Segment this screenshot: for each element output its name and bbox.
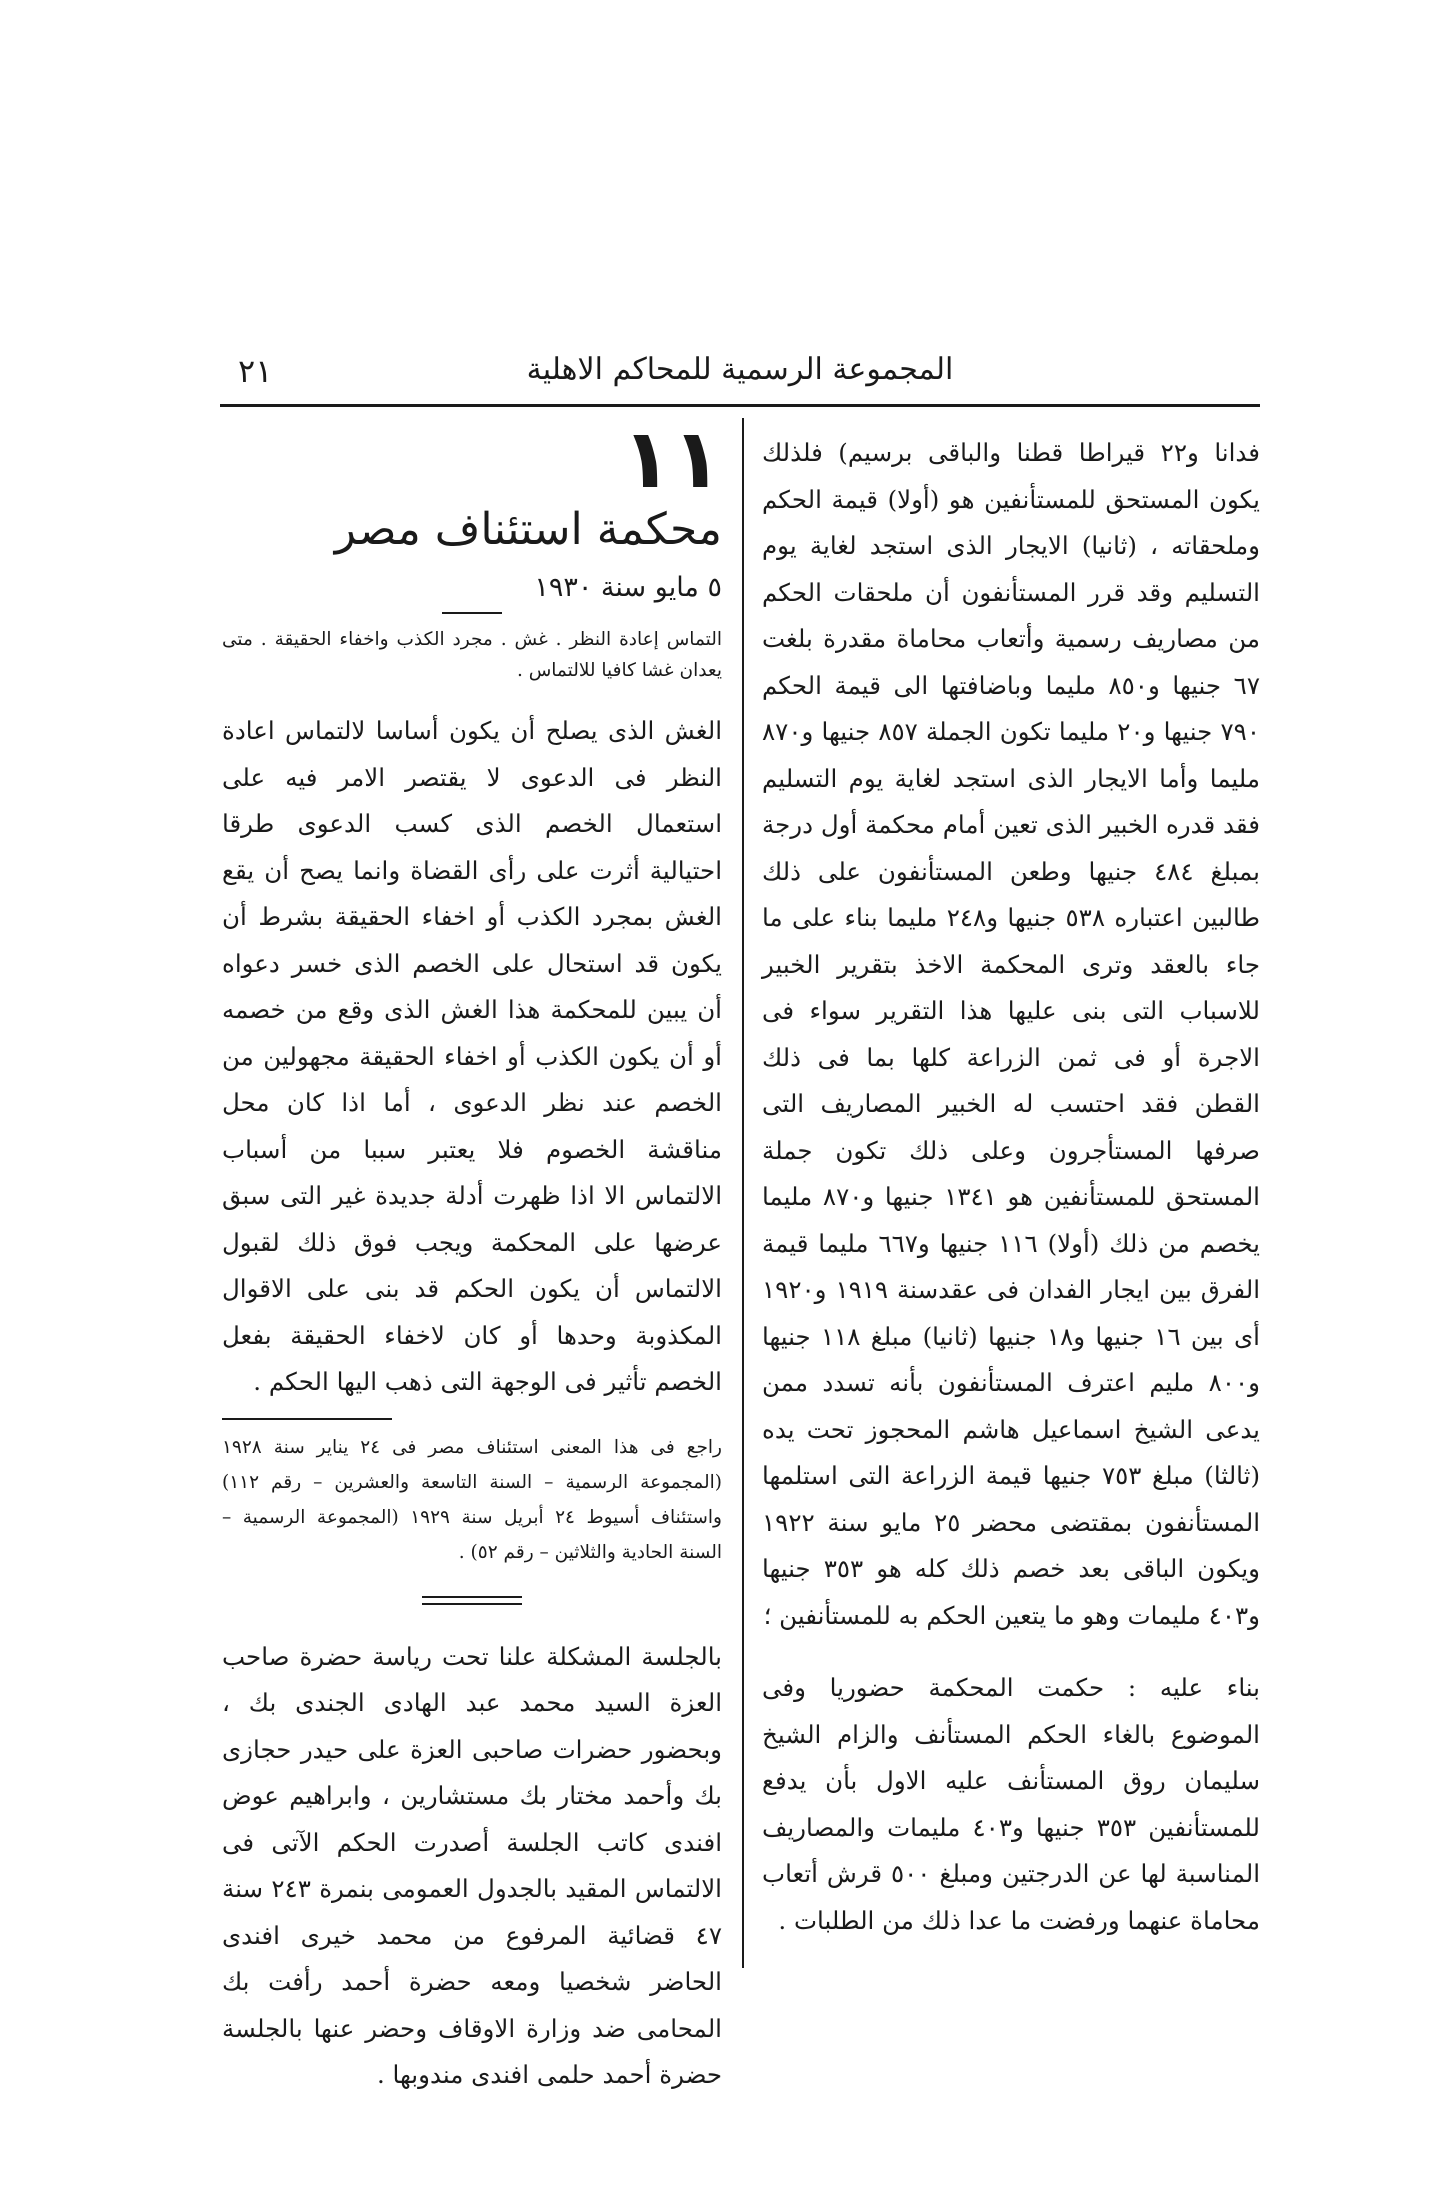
case-date: ٥ مايو سنة ١٩٣٠ — [534, 572, 722, 603]
court-name: محكمة استئناف مصر — [334, 504, 722, 555]
ruling-paragraph: بناء عليه : حكمت المحكمة حضوريا وفى الموضوع بالغاء الحكم المستأنف والزام الشيخ سليمان روق المستأنف عليه الاول بأن يدفع للمستأنفين ٣٥٣ جنيها و٤٠٣ مليمات والمصاريف المناسبة لها عن الدرجتين ومبلغ ٥٠٠ قرش أتعاب محاماة عنهما ورفضت ما عدا ذلك من الطلبات . — [762, 1673, 1261, 1935]
column-divider — [742, 418, 744, 1968]
footnote-rule — [222, 1418, 392, 1420]
right-column — [762, 430, 1260, 1944]
date-rule — [442, 612, 502, 614]
journal-title: المجموعة الرسمية للمحاكم الاهلية — [526, 352, 954, 387]
page-header — [220, 350, 1260, 400]
case-number: ١١ — [621, 412, 722, 507]
header-rule — [220, 404, 1260, 407]
legal-principle-paragraph: الغش الذى يصلح أن يكون أساسا لالتماس اعادة النظر فى الدعوى لا يقتصر الامر فيه على استعمال الخصم الذى كسب الدعوى طرقا احتيالية أثرت على رأى القضاة وانما يصح أن يقع الغش بمجرد الكذب أو اخفاء الحقيقة بشرط أن يكون قد استحال على الخصم الذى خسر دعواه أن يبين للمحكمة هذا الغش الذى وقع من خصمه أو أن يكون الكذب أو اخفاء الحقيقة مجهولين من الخصم عند نظر الدعوى ، أما اذا كان محل مناقشة الخصوم فلا يعتبر سببا من أسباب الالتماس الا اذا ظهرت أدلة جديدة غير التى سبق عرضها على المحكمة ويجب فوق ذلك لقبول الالتماس أن يكون الحكم قد بنى على الاقوال المكذوبة وحدها أو كان لاخفاء الحقيقة بفعل الخصم تأثير فى الوجهة التى ذهب اليها الحكم . — [222, 716, 722, 1396]
footnote: راجع فى هذا المعنى استئناف مصر فى ٢٤ يناير سنة ١٩٢٨ (المجموعة الرسمية – السنة التاسعة والعشرين – رقم ١١٢) واستئناف أسيوط ٢٤ أبريل سنة ١٩٢٩ (المجموعة الرسمية – السنة الحادية والثلاثين – رقم ٥٢) . — [222, 1436, 722, 1563]
section-double-rule — [422, 1596, 522, 1610]
session-paragraph: بالجلسة المشكلة علنا تحت رياسة حضرة صاحب العزة السيد محمد عبد الهادى الجندى بك ، وبحضور حضرات صاحبى العزة على حيدر حجازى بك وأحمد مختار بك مستشارين ، وابراهيم عوض افندى كاتب الجلسة أصدرت الحكم الآتى فى الالتماس المقيد بالجدول العمومى بنمرة ٢٤٣ سنة ٤٧ قضائية المرفوع من محمد خيرى افندى الحاضر شخصيا ومعه حضرة أحمد رأفت بك المحامى ضد وزارة الاوقاف وحضر عنها بالجلسة حضرة أحمد حلمى افندى مندوبها . — [222, 1641, 722, 2089]
page-number: ٢١ — [238, 352, 273, 390]
left-column — [222, 412, 722, 2099]
case-summary: التماس إعادة النظر . غش . مجرد الكذب واخفاء الحقيقة . متى يعدان غشا كافيا للالتماس . — [222, 629, 722, 681]
continuation-paragraph: فدانا و٢٢ قيراطا قطنا والباقى برسيم) فلذلك يكون المستحق للمستأنفين هو (أولا) قيمة الحكم وملحقاته ، (ثانيا) الايجار الذى استجد لغاية يوم التسليم وقد قرر المستأنفون أن ملحقات الحكم من مصاريف رسمية وأتعاب محاماة مقدرة بلغت ٦٧ جنيها و٨٥٠ مليما وباضافتها الى قيمة الحكم ٧٩٠ جنيها و٢٠ مليما تكون الجملة ٨٥٧ جنيها و٨٧٠ مليما وأما الايجار الذى استجد لغاية يوم التسليم فقد قدره الخبير الذى تعين أمام محكمة أول درجة بمبلغ ٤٨٤ جنيها وطعن المستأنفون على ذلك طالبين اعتباره ٥٣٨ جنيها و٢٤٨ مليما بناء على ما جاء بالعقد وترى المحكمة الاخذ بتقرير الخبير للاسباب التى بنى عليها هذا التقرير سواء فى الاجرة أو فى ثمن الزراعة كلها بما فى ذلك القطن فقد احتسب له الخبير المصاريف التى صرفها المستأجرون وعلى ذلك تكون جملة المستحق للمستأنفين هو ١٣٤١ جنيها و٨٧٠ مليما يخصم من ذلك (أولا) ١١٦ جنيها و٦٦٧ مليما قيمة الفرق بين ايجار الفدان فى عقدسنة ١٩١٩ و١٩٢٠ أى بين ١٦ جنيها و١٨ جنيها (ثانيا) مبلغ ١١٨ جنيها و٨٠٠ مليم اعترف المستأنفون بأنه تسدد ممن يدعى الشيخ اسماعيل هاشم المحجوز تحت يده (ثالثا) مبلغ ٧٥٣ جنيها قيمة الزراعة التى استلمها المستأنفون بمقتضى محضر ٢٥ مايو سنة ١٩٢٢ ويكون الباقى بعد خصم ذلك كله هو ٣٥٣ جنيها و٤٠٣ مليمات وهو ما يتعين الحكم به للمستأنفين ؛ — [762, 438, 1261, 1630]
